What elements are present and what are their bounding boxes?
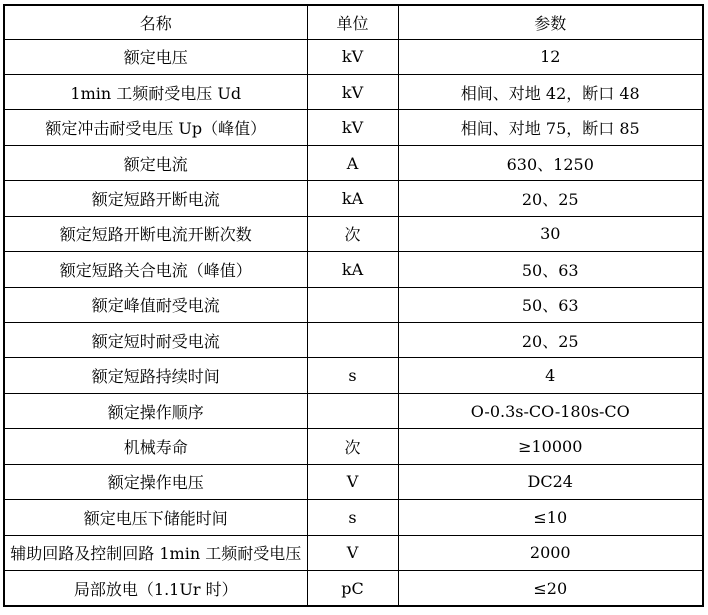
table-row [4,110,703,145]
column-header-name: 名称 [4,5,307,39]
cell-unit: V [307,464,398,499]
cell-value: 相间、对地 75，断口 85 [398,110,703,145]
cell-name: 1min 工频耐受电压 Ud [4,74,307,109]
cell-unit: 次 [307,429,398,464]
cell-unit: kA [307,252,398,287]
spec-table [3,4,704,607]
cell-value: 50、63 [398,252,703,287]
cell-unit [307,287,398,322]
table-row [4,252,703,287]
cell-value: 30 [398,216,703,251]
table-row [4,323,703,358]
cell-name: 额定电流 [4,145,307,180]
cell-unit: kV [307,110,398,145]
cell-value: ≥10000 [398,429,703,464]
cell-name: 额定电压下储能时间 [4,500,307,535]
cell-unit: kA [307,181,398,216]
cell-unit: kV [307,74,398,109]
cell-unit: kV [307,39,398,74]
cell-name: 额定峰值耐受电流 [4,287,307,322]
table-row [4,393,703,428]
cell-unit: s [307,358,398,393]
cell-name: 额定短路开断电流 [4,181,307,216]
table-row [4,145,703,180]
column-header-unit: 单位 [307,5,398,39]
cell-value: ≤10 [398,500,703,535]
cell-value: 4 [398,358,703,393]
cell-value: ≤20 [398,571,703,606]
table-row [4,39,703,74]
table-row [4,429,703,464]
cell-unit [307,323,398,358]
cell-value: 相间、对地 42，断口 48 [398,74,703,109]
cell-value: DC24 [398,464,703,499]
cell-name: 额定短路关合电流（峰值） [4,252,307,287]
cell-value: 20、25 [398,323,703,358]
cell-value: 20、25 [398,181,703,216]
cell-name: 辅助回路及控制回路 1min 工频耐受电压 [4,535,307,570]
cell-unit: 次 [307,216,398,251]
table-row [4,535,703,570]
cell-unit [307,393,398,428]
table-row [4,500,703,535]
cell-name: 额定冲击耐受电压 Up（峰值） [4,110,307,145]
cell-name: 局部放电（1.1Ur 时） [4,571,307,606]
cell-name: 机械寿命 [4,429,307,464]
header-row [4,5,703,39]
cell-value: 50、63 [398,287,703,322]
cell-unit: V [307,535,398,570]
column-header-parameter: 参数 [398,5,703,39]
cell-value: 2000 [398,535,703,570]
cell-value: 630、1250 [398,145,703,180]
table-row [4,464,703,499]
spec-table-body [4,39,703,606]
table-row [4,571,703,606]
table-row [4,74,703,109]
cell-unit: s [307,500,398,535]
cell-value: O-0.3s-CO-180s-CO [398,393,703,428]
table-row [4,358,703,393]
cell-unit: pC [307,571,398,606]
table-row [4,181,703,216]
cell-name: 额定短路持续时间 [4,358,307,393]
cell-name: 额定电压 [4,39,307,74]
table-row [4,216,703,251]
cell-unit: A [307,145,398,180]
cell-name: 额定短路开断电流开断次数 [4,216,307,251]
cell-value: 12 [398,39,703,74]
cell-name: 额定短时耐受电流 [4,323,307,358]
cell-name: 额定操作电压 [4,464,307,499]
cell-name: 额定操作顺序 [4,393,307,428]
table-row [4,287,703,322]
